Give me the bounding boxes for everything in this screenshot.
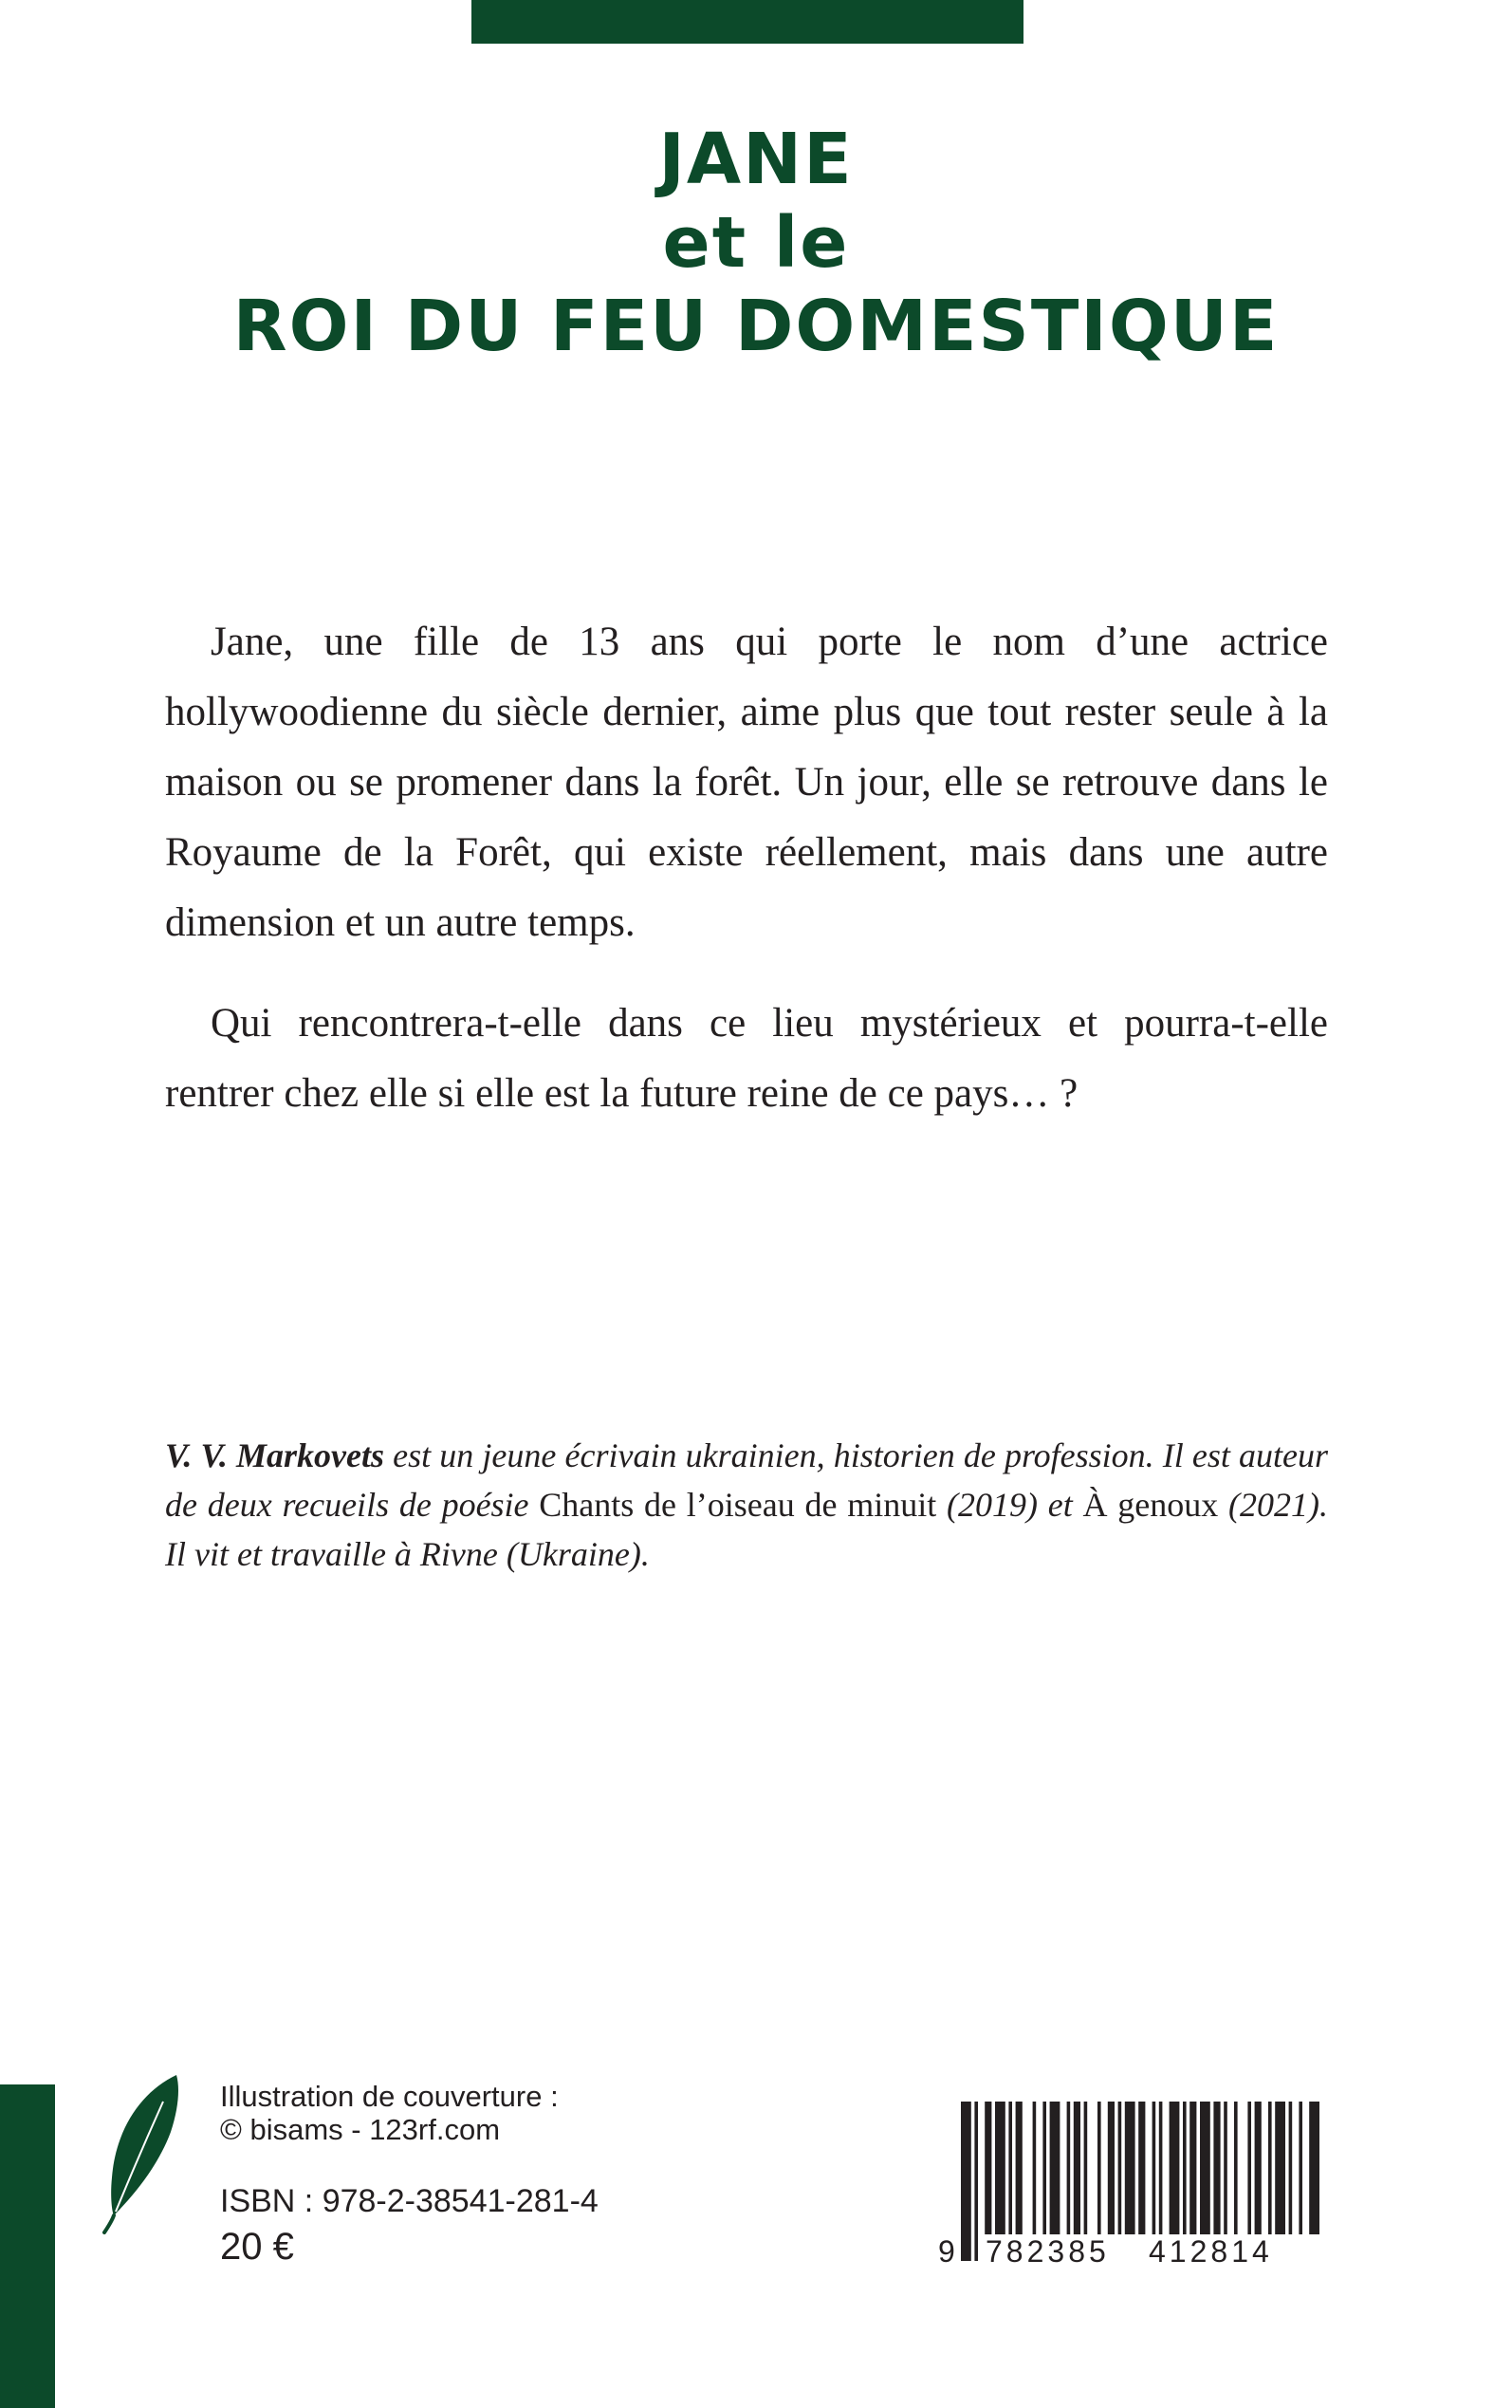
- publication-info: [220, 2080, 599, 2269]
- bio-text-1: est un jeune écrivain ukrainien, historien de profession. Il est auteur de deux recueils de poésie: [165, 1436, 1329, 1524]
- price: 20 €: [220, 2226, 294, 2268]
- back-cover-blurb: [165, 607, 1328, 1129]
- illustration-credit-label: Illustration de couverture :: [220, 2080, 559, 2113]
- title-line-2: et le: [662, 202, 850, 284]
- author-bio: [165, 1431, 1328, 1579]
- title-line-1: JANE: [658, 119, 854, 200]
- barcode-left-group: 782385: [986, 2234, 1110, 2269]
- book-title: [0, 118, 1512, 368]
- bio-book-title-1: Chants de l’oiseau de minuit: [539, 1486, 937, 1524]
- blurb-paragraph-2: Qui rencontrera-t-elle dans ce lieu mystérieux et pourra-t-elle rentrer chez elle si elle est la future reine de ce pays… ?: [165, 1001, 1328, 1116]
- bio-text-3: (2021). Il vit et travaille à Rivne (Ukraine).: [165, 1486, 1328, 1573]
- top-color-band: [471, 0, 1023, 44]
- bottom-side-band: [0, 2084, 55, 2408]
- barcode: [934, 2102, 1323, 2278]
- barcode-right-group: 412814: [1149, 2234, 1273, 2269]
- illustration-credit-source: © bisams - 123rf.com: [220, 2113, 501, 2146]
- title-line-3: ROI DU FEU DOMESTIQUE: [232, 286, 1280, 367]
- barcode-first-digit: 9: [938, 2234, 959, 2269]
- bio-text-2: (2019) et: [936, 1486, 1083, 1524]
- author-name: V. V. Markovets: [165, 1436, 385, 1474]
- isbn: ISBN : 978-2-38541-281-4: [220, 2183, 599, 2219]
- feather-icon: [102, 2073, 182, 2234]
- bio-book-title-2: À genoux: [1082, 1486, 1219, 1524]
- blurb-paragraph-1: Jane, une fille de 13 ans qui porte le nom d’une actrice hollywoodienne du siècle dernier, aime plus que tout rester seule à la maison ou se promener dans la forêt. Un jour, elle se retrouve dans le Royaume de la Forêt, qui existe réellement, mais dans une autre dimension et un autre temps.: [165, 620, 1328, 945]
